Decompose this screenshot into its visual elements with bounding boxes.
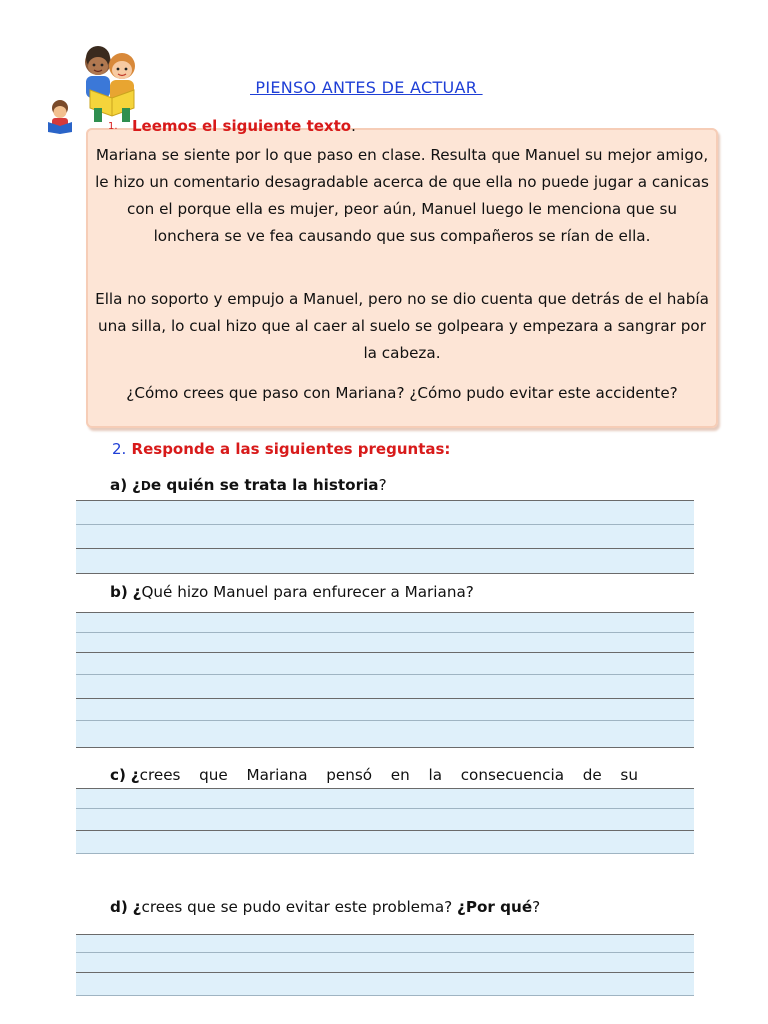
answer-line	[76, 952, 694, 953]
question-d-bold-tail: ¿Por qué	[457, 898, 533, 916]
question-c-word: pensó	[326, 766, 373, 784]
answer-line	[76, 500, 694, 501]
answer-line	[76, 853, 694, 854]
question-c-word: en	[390, 766, 410, 784]
answer-line	[76, 698, 694, 699]
answer-line	[76, 632, 694, 633]
answer-line	[76, 548, 694, 549]
section-1-heading-period: .	[351, 117, 356, 135]
answer-lines-c[interactable]	[76, 788, 694, 854]
paragraph-3-questions: ¿Cómo crees que paso con Mariana? ¿Cómo pudo evitar este accidente?	[126, 384, 678, 402]
question-c-word: Mariana	[246, 766, 308, 784]
question-a-letter: a)	[110, 476, 128, 494]
question-c-word: crees	[139, 766, 181, 784]
question-c-word: que	[199, 766, 228, 784]
question-c-start	[110, 766, 180, 784]
question-c-word: de	[582, 766, 602, 784]
question-d-close-mark: ?	[532, 898, 541, 916]
paragraph-2: Ella no soporto y empujo a Manuel, pero no se dio cuenta que detrás de el había una silla, lo cual hizo que al caer al suelo se golpeara y empezara a sangrar por la cabeza.	[95, 290, 709, 362]
question-d-letter: d)	[110, 898, 128, 916]
question-b-text: Qué hizo Manuel para enfurecer a Mariana?	[141, 583, 474, 601]
answer-lines-d[interactable]	[76, 934, 694, 996]
question-c-open-mark: ¿	[130, 766, 140, 784]
answer-line	[76, 788, 694, 789]
answer-line	[76, 524, 694, 525]
question-c-word: su	[620, 766, 638, 784]
answer-lines-b[interactable]	[76, 612, 694, 748]
page-title: PIENSO ANTES DE ACTUAR	[250, 78, 483, 97]
children-reading-illustration	[46, 42, 146, 134]
question-c-word: consecuencia	[460, 766, 565, 784]
section-2-heading-text: Responde a las siguientes preguntas:	[131, 440, 451, 458]
answer-line	[76, 830, 694, 831]
question-a	[110, 476, 387, 494]
answer-line	[76, 995, 694, 996]
question-d-open-mark: ¿	[132, 898, 142, 916]
answer-lines-a[interactable]	[76, 500, 694, 574]
section-1-heading-text: Leemos el siguiente texto	[132, 117, 352, 135]
section-1-number: 1.	[108, 121, 118, 132]
question-a-small-d: D	[140, 479, 151, 493]
question-a-open-mark: ¿	[132, 476, 141, 494]
answer-line	[76, 674, 694, 675]
section-2-heading	[112, 440, 450, 458]
question-b	[110, 583, 474, 601]
answer-line	[76, 972, 694, 973]
paragraph-1: Mariana se siente por lo que paso en clase. Resulta que Manuel su mejor amigo, le hizo un comentario desagradable acerca de que ella no puede jugar a canicas con el porque ella es mujer, peor aún, Manuel luego le menciona que su lonchera se ve fea causando que sus compañeros se rían de ella.	[95, 146, 709, 245]
answer-line	[76, 934, 694, 935]
question-a-close-mark: ?	[378, 476, 387, 494]
answer-line	[76, 720, 694, 721]
answer-line	[76, 612, 694, 613]
question-d-text: crees que se pudo evitar este problema?	[141, 898, 458, 916]
question-d	[110, 898, 540, 916]
question-a-text: e quién se trata la historia	[150, 476, 379, 494]
question-c	[110, 766, 638, 784]
reading-text-box	[86, 128, 718, 428]
answer-line	[76, 652, 694, 653]
answer-line	[76, 808, 694, 809]
answer-line	[76, 747, 694, 748]
question-c-word: la	[428, 766, 442, 784]
question-b-open-mark: ¿	[132, 583, 142, 601]
child-reading-book-icon	[48, 100, 72, 134]
section-1-heading	[132, 117, 356, 135]
question-b-letter: b)	[110, 583, 128, 601]
question-c-letter: c)	[110, 766, 126, 784]
answer-line	[76, 573, 694, 574]
section-2-number: 2.	[112, 440, 127, 458]
